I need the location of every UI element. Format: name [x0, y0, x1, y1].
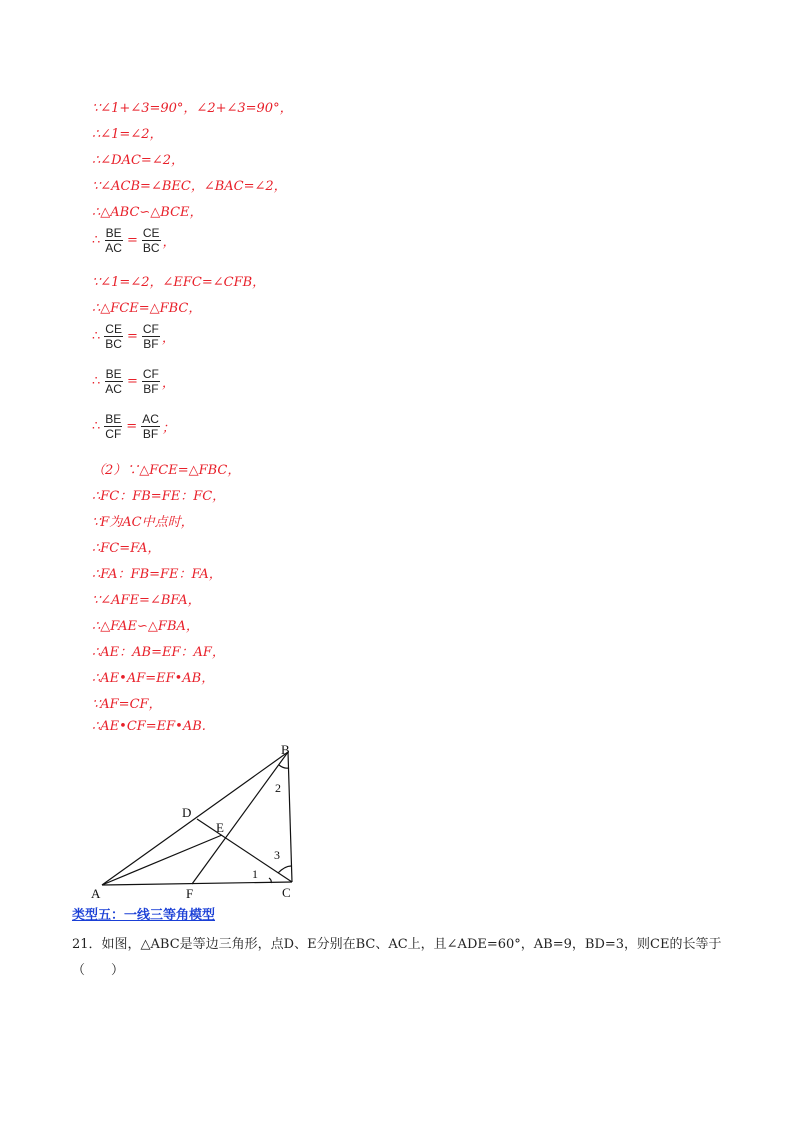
solution-line-21: ∵AF=CF， [92, 697, 162, 712]
solution-line-20: ∴AE•AF=EF•AB， [92, 671, 215, 686]
equals-sign: = [126, 233, 138, 248]
fraction [142, 322, 160, 351]
angle-arc-2 [279, 765, 289, 768]
denominator: BF [142, 427, 159, 441]
denominator: BC [142, 241, 160, 255]
fraction [104, 412, 122, 441]
label-D: D [182, 805, 192, 820]
numerator: CF [142, 367, 159, 381]
numerator: CF [142, 322, 159, 336]
angle-arc-3 [278, 866, 291, 873]
denominator: AC [105, 241, 122, 255]
fraction [104, 367, 123, 396]
solution-line-3: ∴∠DAC=∠2， [92, 153, 184, 168]
fraction [142, 367, 160, 396]
label-B: B [281, 742, 290, 757]
denominator: CF [105, 427, 122, 441]
fraction-suffix: ， [162, 235, 176, 250]
numerator: AC [142, 412, 159, 426]
solution-line-14: ∵F为AC中点时， [92, 515, 194, 530]
angle-label-3: 3 [274, 848, 280, 862]
label-A: A [91, 886, 101, 901]
solution-line-1: ∵∠1+∠3=90°，∠2+∠3=90°， [92, 101, 293, 116]
numerator: BE [105, 226, 122, 240]
fraction [142, 226, 161, 255]
angle-label-1: 1 [252, 867, 258, 881]
solution-line-12: （2）∵△FCE=△FBC， [92, 463, 241, 478]
segment-AB [102, 752, 288, 885]
fraction-line-3 [92, 367, 175, 396]
equals-sign: = [126, 419, 138, 434]
fraction-prefix: ∴ [92, 233, 101, 248]
fraction [104, 226, 123, 255]
solution-line-16: ∴FA：FB=FE：FA， [92, 567, 222, 582]
segment-BF [192, 752, 288, 884]
label-E: E [216, 820, 224, 835]
solution-line-17: ∵∠AFE=∠BFA， [92, 593, 201, 608]
label-F: F [186, 886, 194, 901]
fraction-prefix: ∴ [92, 374, 101, 389]
geometry-figure [85, 738, 315, 904]
numerator: CE [142, 226, 160, 240]
fraction-suffix: ； [161, 421, 175, 436]
segment-BC [288, 752, 292, 882]
solution-line-15: ∴FC=FA， [92, 541, 161, 556]
solution-line-18: ∴△FAE∽△FBA， [92, 619, 199, 634]
equals-sign: = [126, 374, 138, 389]
fraction-suffix: ， [161, 331, 175, 346]
denominator: BF [143, 382, 159, 396]
solution-line-22: ∴AE•CF=EF•AB. [92, 719, 206, 734]
fraction-line-4 [92, 412, 175, 441]
numerator: BE [105, 412, 122, 426]
fraction-prefix: ∴ [92, 329, 101, 344]
fraction-prefix: ∴ [92, 419, 101, 434]
numerator: CE [105, 322, 122, 336]
solution-line-2: ∴∠1=∠2， [92, 127, 163, 142]
fraction-line-1 [92, 226, 176, 255]
solution-line-4: ∵∠ACB=∠BEC，∠BAC=∠2， [92, 179, 287, 194]
solution-line-5: ∴△ABC∽△BCE， [92, 205, 203, 220]
problem-number: 21． [72, 937, 102, 952]
solution-line-7: ∵∠1=∠2，∠EFC=∠CFB， [92, 275, 266, 290]
problem-text: 如图，△ABC是等边三角形，点D、E分别在BC、AC上，且∠ADE=60°，AB=9，BD=3，则CE的长等于（ ） [72, 937, 722, 978]
numerator: BE [105, 367, 122, 381]
section-title: 类型五：一线三等角模型 [72, 908, 216, 923]
fraction [141, 412, 160, 441]
fraction-line-2 [92, 322, 175, 351]
segment-AC [102, 882, 292, 885]
fraction-suffix: ， [161, 376, 175, 391]
solution-line-13: ∴FC：FB=FE：FC， [92, 489, 226, 504]
solution-line-19: ∴AE：AB=EF：AF， [92, 645, 225, 660]
denominator: BC [105, 337, 122, 351]
solution-line-8: ∴△FCE=△FBC， [92, 301, 202, 316]
problem-21 [72, 932, 732, 984]
angle-label-2: 2 [275, 781, 281, 795]
equals-sign: = [126, 329, 138, 344]
label-C: C [282, 885, 291, 900]
denominator: BF [143, 337, 159, 351]
fraction [104, 322, 123, 351]
denominator: AC [105, 382, 122, 396]
